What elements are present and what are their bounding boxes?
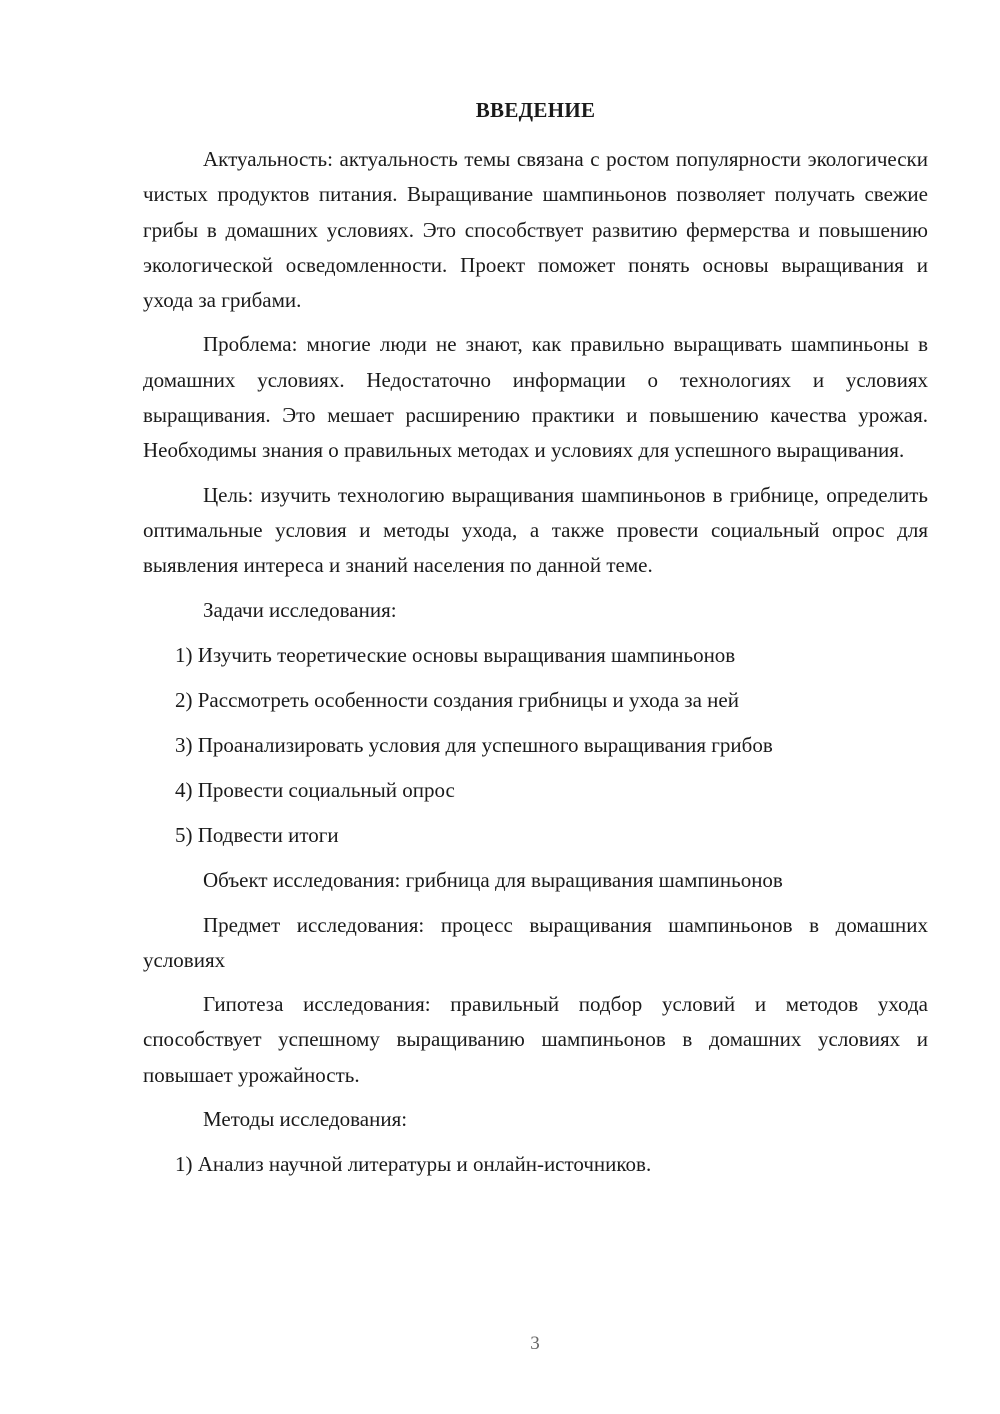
goal-paragraph: Цель: изучить технологию выращивания шампиньонов в грибнице, определить оптимальные условия и методы ухода, а также провести социальный опрос для выявления интереса и знаний населения по данной теме. (143, 482, 928, 578)
list-item: 5) Подвести итоги (175, 822, 339, 847)
subject-paragraph: Предмет исследования: процесс выращивания шампиньонов в домашних условиях (143, 912, 928, 972)
document-page (143, 95, 928, 1192)
relevance-paragraph: Актуальность: актуальность темы связана с ростом популярности экологически чистых продуктов питания. Выращивание шампиньонов позволяет получать свежие грибы в домашних условиях. Это способствует развитию фермерства и повышению экологической осведомленности. Проект поможет понять основы выращивания и ухода за грибами. (143, 147, 928, 313)
methods-list (143, 1147, 928, 1182)
object-paragraph: Объект исследования: грибница для выращивания шампиньонов (203, 867, 783, 892)
list-item: 4) Провести социальный опрос (175, 777, 455, 802)
hypothesis-paragraph: Гипотеза исследования: правильный подбор условий и методов ухода способствует успешному выращиванию шампиньонов в домашних условиях и повышает урожайность. (143, 992, 928, 1087)
list-item: 1) Изучить теоретические основы выращивания шампиньонов (175, 642, 736, 667)
list-item: 1) Анализ научной литературы и онлайн-источников. (175, 1152, 652, 1177)
list-item: 3) Проанализировать условия для успешного выращивания грибов (175, 732, 773, 757)
methods-heading: Методы исследования: (203, 1107, 408, 1132)
page-number: 3 (530, 1333, 540, 1354)
document-title: ВВЕДЕНИЕ (475, 98, 596, 122)
list-item: 2) Рассмотреть особенности создания грибницы и ухода за ней (175, 687, 739, 712)
tasks-heading: Задачи исследования: (203, 597, 397, 622)
problem-paragraph: Проблема: многие люди не знают, как правильно выращивать шампиньоны в домашних условиях. Недостаточно информации о технологиях и условиях выращивания. Это мешает расширению практики и повышению качества урожая. Необходимы знания о правильных методах и условиях для успешного выращивания. (143, 332, 928, 463)
tasks-list (143, 638, 928, 853)
